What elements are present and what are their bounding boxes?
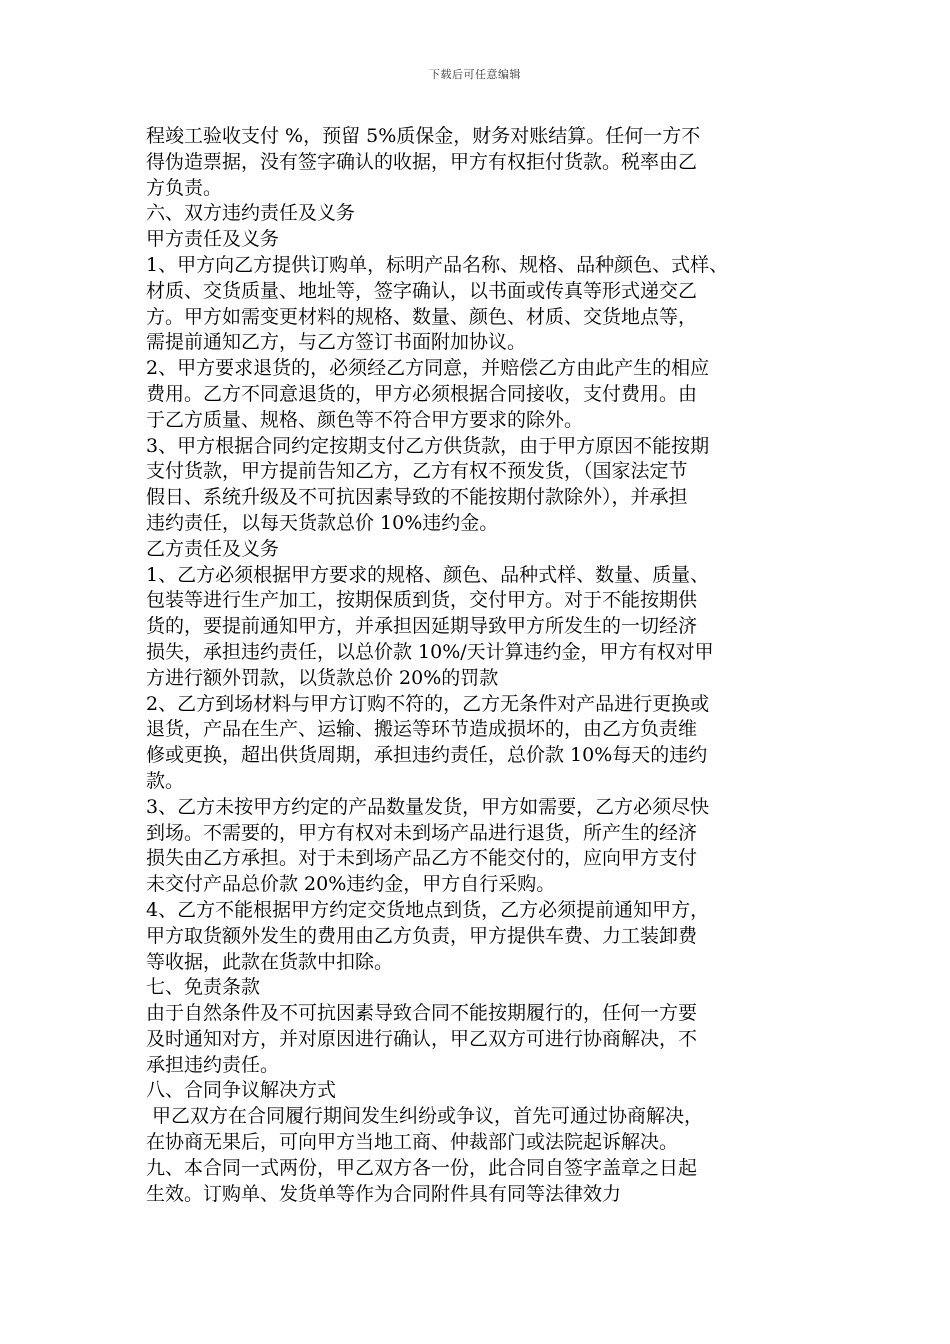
text-line: 于乙方质量、规格、颜色等不符合甲方要求的除外。 xyxy=(146,408,584,431)
text-line: 1、甲方向乙方提供订购单，标明产品名称、规格、品种颜色、式样、 xyxy=(146,253,729,276)
text-line: 生效。订购单、发货单等作为合同附件具有同等法律效力 xyxy=(146,1182,622,1205)
text-line: 承担违约责任。 xyxy=(146,1053,280,1076)
text-line: 材质、交货质量、地址等，签字确认，以书面或传真等形式递交乙 xyxy=(146,279,698,302)
text-line: 退货，产品在生产、运输、搬运等环节造成损坏的，由乙方负责维 xyxy=(146,718,698,741)
text-line: 程竣工验收支付 %，预留 5%质保金，财务对账结算。任何一方不 xyxy=(146,125,701,147)
text-line: 2、乙方到场材料与甲方订购不符的，乙方无条件对产品进行更换或 xyxy=(146,692,710,715)
text-line: 1、乙方必须根据甲方要求的规格、颜色、品种式样、数量、质量、 xyxy=(146,563,710,586)
document-body xyxy=(146,124,816,1207)
text-line: 修或更换，超出供货周期，承担违约责任，总价款 10%每天的违约 xyxy=(146,744,708,767)
text-line: 方进行额外罚款，以货款总价 20%的罚款 xyxy=(146,666,499,689)
text-line: 甲乙双方在合同履行期间发生纠纷或争议，首先可通过协商解决， xyxy=(146,1105,704,1128)
text-line: 未交付产品总价款 20%违约金，甲方自行采购。 xyxy=(146,873,556,896)
text-line: 到场。不需要的，甲方有权对未到场产品进行退货，所产生的经济 xyxy=(146,821,698,844)
text-line: 款。 xyxy=(146,769,185,792)
text-line: 在协商无果后，可向甲方当地工商、仲裁部门或法院起诉解决。 xyxy=(146,1131,679,1154)
text-line: 损失由乙方承担。对于未到场产品乙方不能交付的，应向甲方支付 xyxy=(146,847,698,870)
text-line: 由于自然条件及不可抗因素导致合同不能按期履行的，任何一方要 xyxy=(146,1002,698,1025)
text-line: 2、甲方要求退货的，必须经乙方同意，并赔偿乙方由此产生的相应 xyxy=(146,357,710,380)
section-heading-7: 七、免责条款 xyxy=(146,976,261,999)
text-line: 3、甲方根据合同约定按期支付乙方供货款，由于甲方原因不能按期 xyxy=(146,434,710,457)
subheading-party-b: 乙方责任及义务 xyxy=(146,537,280,560)
text-line: 方负责。 xyxy=(146,176,223,199)
section-heading-8: 八、合同争议解决方式 xyxy=(146,1079,337,1102)
text-line: 等收据，此款在货款中扣除。 xyxy=(146,950,394,973)
text-line: 方。甲方如需变更材料的规格、数量、颜色、材质、交货地点等， xyxy=(146,305,698,328)
text-line: 3、乙方未按甲方约定的产品数量发货，甲方如需要，乙方必须尽快 xyxy=(146,795,710,818)
text-line: 费用。乙方不同意退货的，甲方必须根据合同接收，支付费用。由 xyxy=(146,382,698,405)
page-header: 下载后可任意编辑 xyxy=(429,68,521,81)
text-line: 需提前通知乙方，与乙方签订书面附加协议。 xyxy=(146,331,527,354)
text-line: 甲方取货额外发生的费用由乙方负责，甲方提供车费、力工装卸费 xyxy=(146,924,698,947)
text-line: 4、乙方不能根据甲方约定交货地点到货，乙方必须提前通知甲方， xyxy=(146,898,710,921)
section-heading-6: 六、双方违约责任及义务 xyxy=(146,202,356,225)
subheading-party-a: 甲方责任及义务 xyxy=(146,228,280,251)
section-heading-9: 九、本合同一式两份，甲乙双方各一份，此合同自签字盖章之日起 xyxy=(146,1156,698,1179)
text-line: 假日、系统升级及不可抗因素导致的不能按期付款除外），并承担 xyxy=(146,486,688,509)
text-line: 支付货款，甲方提前告知乙方，乙方有权不预发货，（国家法定节 xyxy=(146,460,688,483)
text-line: 违约责任，以每天货款总价 10%违约金。 xyxy=(146,511,499,534)
text-line: 及时通知对方，并对原因进行确认，甲乙双方可进行协商解决，不 xyxy=(146,1027,698,1050)
text-line: 损失，承担违约责任，以总价款 10%/天计算违约金，甲方有权对甲 xyxy=(146,640,714,663)
text-line: 得伪造票据，没有签字确认的收据，甲方有权拒付货款。税率由乙 xyxy=(146,150,698,173)
text-line: 货的，要提前通知甲方，并承担因延期导致甲方所发生的一切经济 xyxy=(146,615,698,638)
text-line: 包装等进行生产加工，按期保质到货，交付甲方。对于不能按期供 xyxy=(146,589,698,612)
